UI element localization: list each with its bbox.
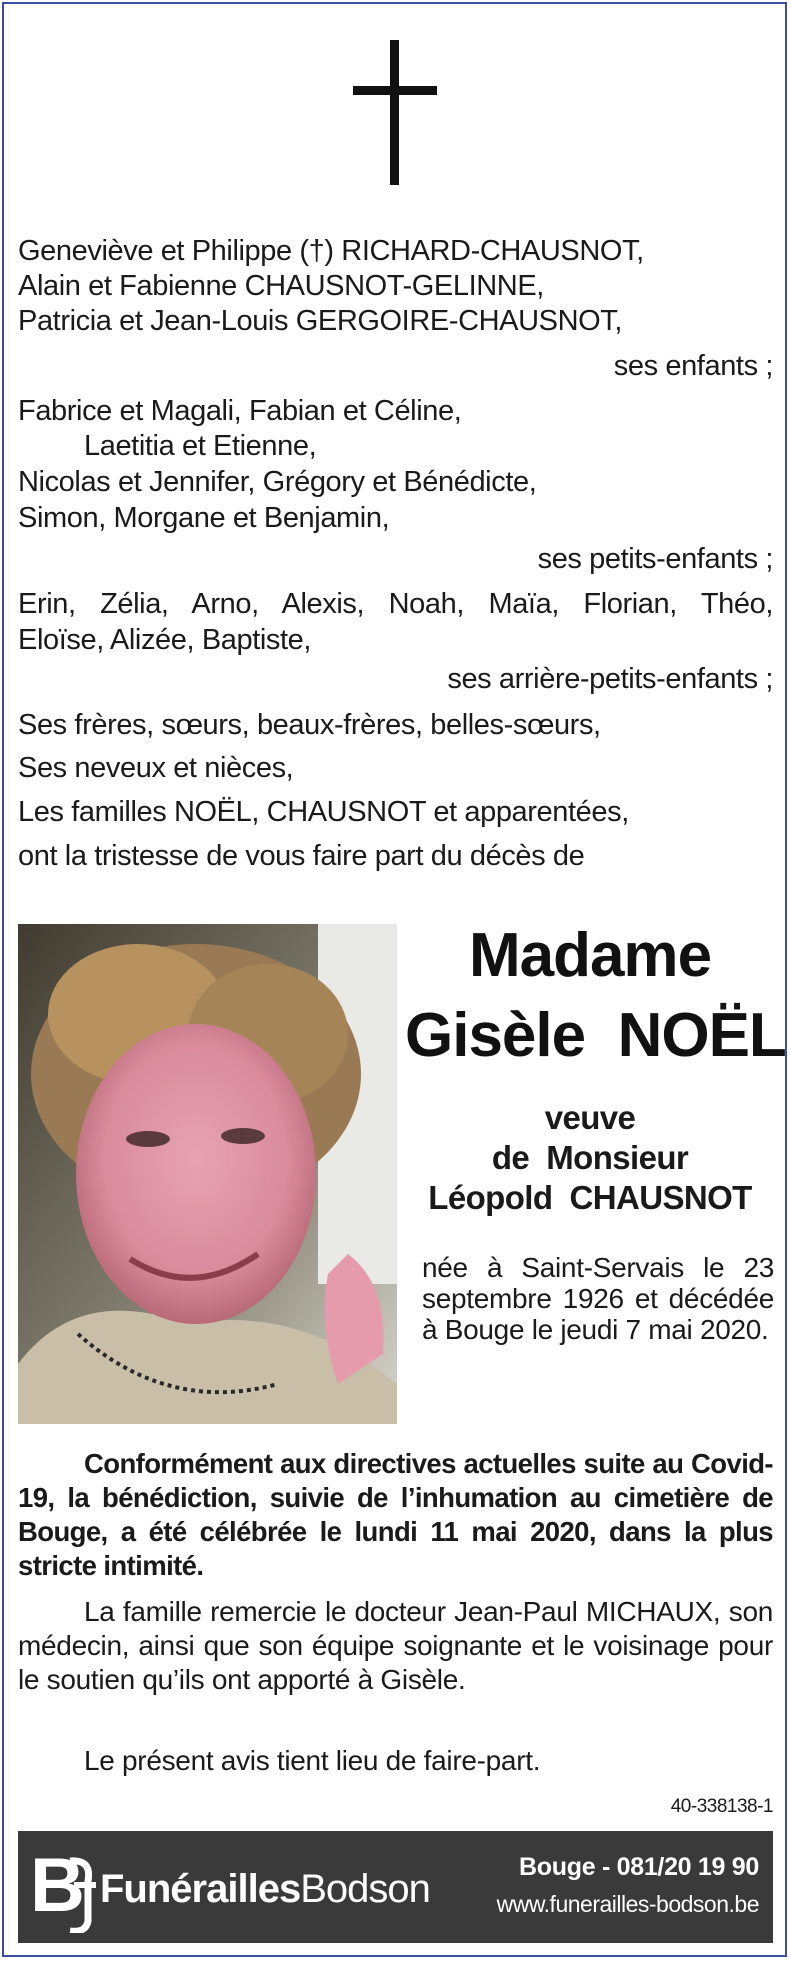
widow-line: de Monsieur bbox=[491, 1139, 689, 1176]
grandchildren-label: ses petits-enfants ; bbox=[537, 543, 773, 575]
family-line: Les familles NOËL, CHAUSNOT et apparentées, bbox=[18, 796, 629, 828]
birth-death-text: née à Saint-Servais le 23 septembre 1926 et décédée à Bouge le jeudi 7 mai 2020. bbox=[422, 1252, 774, 1345]
bodson-logo-icon bbox=[30, 1841, 100, 1933]
brand-part-funerailles: Funérailles bbox=[100, 1867, 301, 1911]
family-line: Ses frères, sœurs, beaux-frères, belles-sœurs, bbox=[18, 709, 601, 741]
announcement-line: ont la tristesse de vous faire part du décès de bbox=[18, 840, 585, 872]
family-line: Eloïse, Alizée, Baptiste, bbox=[18, 624, 312, 656]
family-line: Geneviève et Philippe (†) RICHARD-CHAUSNOT, bbox=[18, 235, 644, 267]
family-line: Nicolas et Jennifer, Grégory et Bénédicte, bbox=[18, 466, 537, 498]
brand-part-bodson: Bodson bbox=[300, 1867, 430, 1911]
family-line: Laetitia et Etienne, bbox=[84, 430, 317, 462]
phone-line: Bouge - 081/20 19 90 bbox=[519, 1853, 759, 1881]
deceased-name: Gisèle NOËL bbox=[405, 1001, 786, 1070]
widow-line: veuve bbox=[544, 1099, 636, 1136]
website-link[interactable]: www.funerailles-bodson.be bbox=[496, 1891, 759, 1917]
brand-name bbox=[100, 1867, 430, 1912]
family-line: Ses neveux et nièces, bbox=[18, 752, 294, 784]
great-grandchildren-label: ses arrière-petits-enfants ; bbox=[447, 663, 773, 695]
family-line: Simon, Morgane et Benjamin, bbox=[18, 502, 390, 534]
deceased-title: Madame bbox=[468, 921, 712, 990]
thanks-paragraph: La famille remercie le docteur Jean-Paul MICHAUX, son médecin, ainsi que son équipe soignante et le voisinage pour le soutien qu’ils ont apporté à Gisèle. bbox=[18, 1596, 773, 1695]
widow-line: Léopold CHAUSNOT bbox=[428, 1179, 752, 1216]
family-line: Alain et Fabienne CHAUSNOT-GELINNE, bbox=[18, 270, 544, 302]
portrait-photo bbox=[18, 924, 397, 1424]
children-label: ses enfants ; bbox=[613, 350, 773, 382]
svg-text:B: B bbox=[30, 1843, 85, 1928]
ceremony-paragraph: Conformément aux directives actuelles suite au Covid-19, la bénédiction, suivie de l’inhumation au cimetière de Bouge, a été célébrée le lundi 11 mai 2020, dans la plus stricte intimité. bbox=[18, 1448, 773, 1581]
family-line: Patricia et Jean-Louis GERGOIRE-CHAUSNOT, bbox=[18, 305, 623, 337]
family-line: Erin, Zélia, Arno, Alexis, Noah, Maïa, Florian, Théo, bbox=[18, 588, 773, 620]
reference-number: 40-338138-1 bbox=[670, 1796, 773, 1817]
funeral-home-footer bbox=[18, 1831, 773, 1943]
notice-line: Le présent avis tient lieu de faire-part. bbox=[84, 1745, 541, 1776]
cross-icon bbox=[353, 40, 437, 185]
family-line: Fabrice et Magali, Fabian et Céline, bbox=[18, 395, 462, 427]
